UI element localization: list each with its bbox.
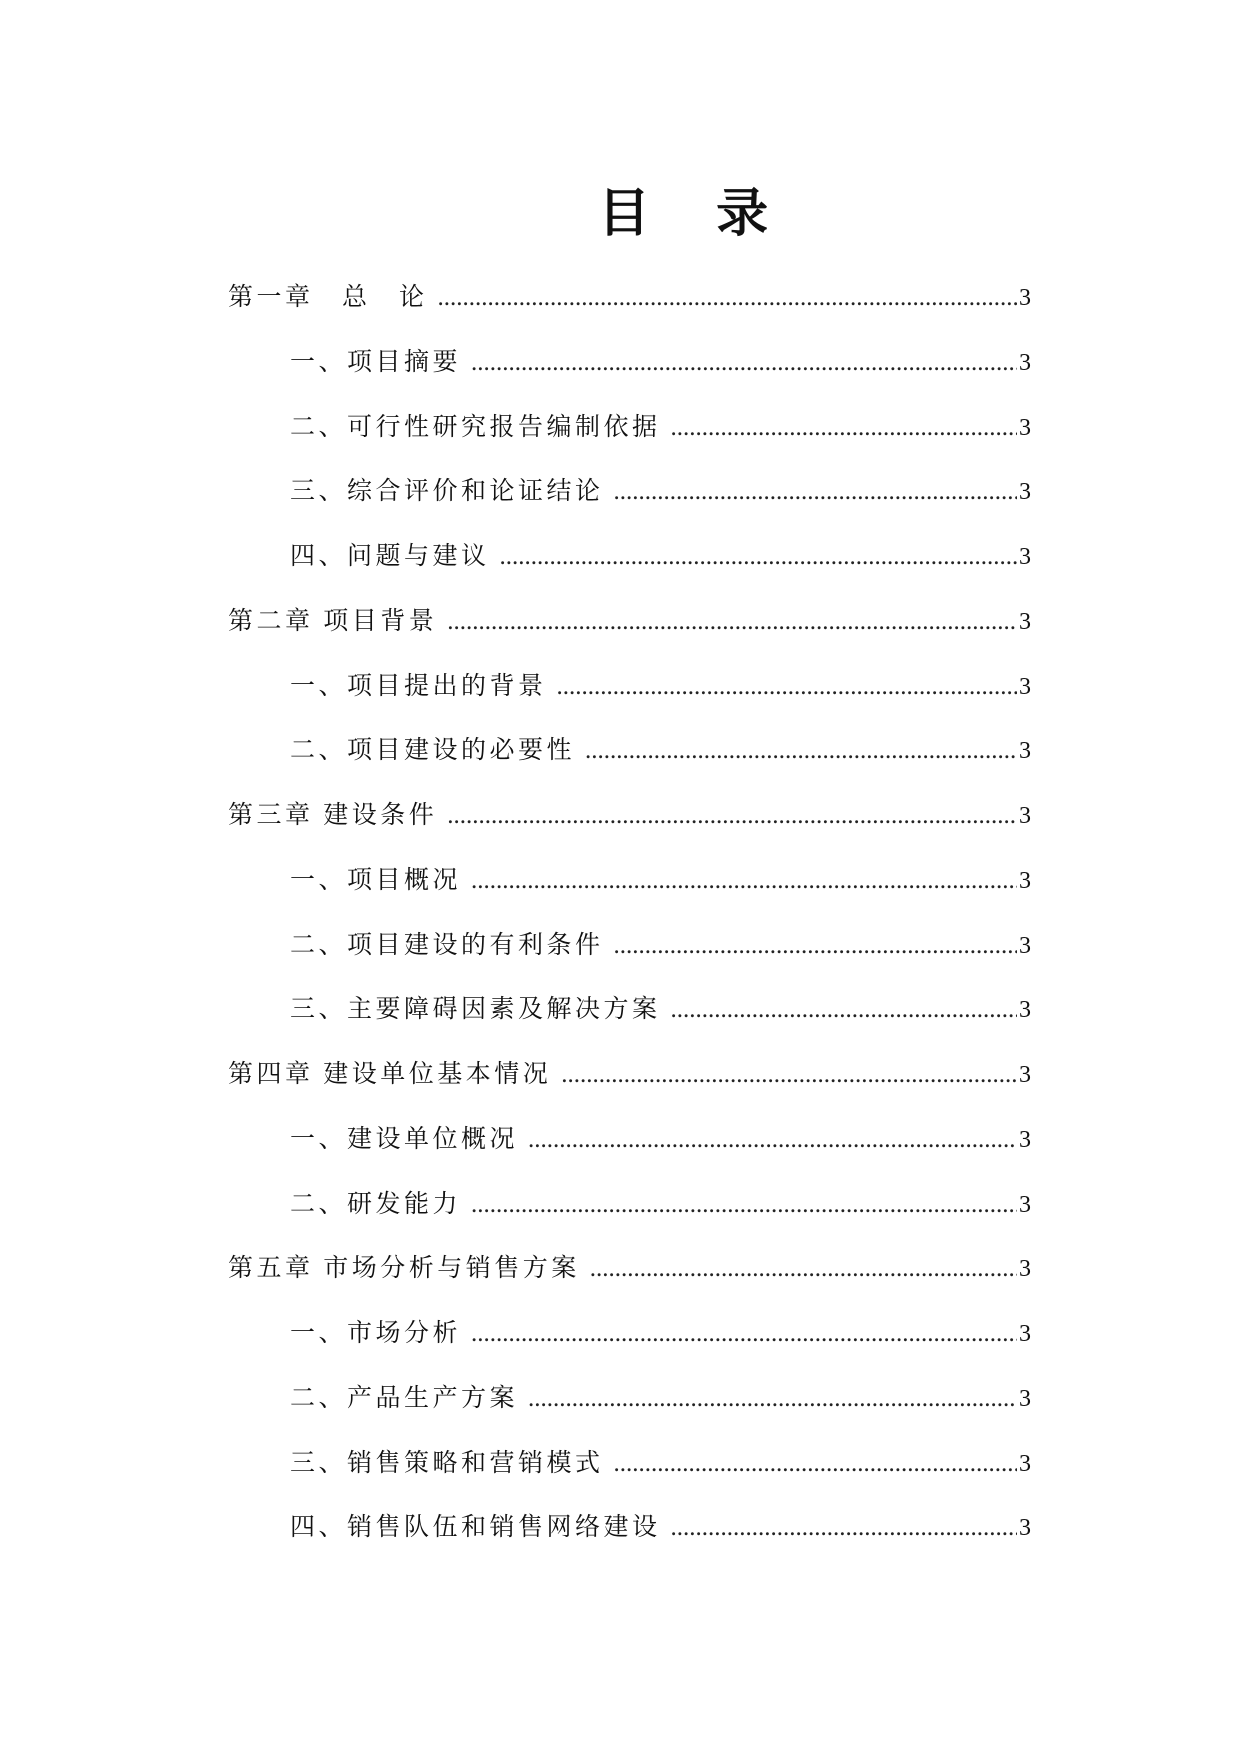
toc-entry-section: [228, 396, 1031, 461]
toc-page-number: 3: [1019, 1321, 1031, 1347]
toc-page-number: 3: [1019, 673, 1031, 700]
toc-entry-section: [228, 1173, 1031, 1238]
toc-dot-leader: [471, 849, 1017, 914]
toc-entry-section: [228, 1367, 1031, 1432]
toc-page-number: 3: [1019, 1191, 1031, 1218]
toc-dot-leader: [671, 1496, 1017, 1561]
toc-entry-label: 三、综合评价和论证结论: [290, 478, 604, 506]
toc-page-number: 3: [1019, 867, 1031, 894]
toc-page-number: 3: [1019, 738, 1031, 765]
toc-dot-leader: [557, 655, 1017, 720]
toc-entry-section: [228, 914, 1031, 979]
table-of-contents: [228, 266, 1031, 1561]
toc-entry-chapter: [228, 1237, 1031, 1302]
toc-entry-label: 一、市场分析: [290, 1320, 462, 1347]
toc-page-number: 3: [1019, 1256, 1031, 1283]
toc-dot-leader: [471, 1173, 1017, 1238]
toc-entry-section: [228, 1432, 1031, 1497]
toc-dot-leader: [500, 525, 1017, 590]
toc-entry-section: [228, 1108, 1031, 1173]
toc-entry-section: [228, 719, 1031, 784]
toc-dot-leader: [528, 1367, 1017, 1432]
toc-entry-label: 二、研发能力: [290, 1190, 462, 1218]
toc-entry-chapter: [228, 590, 1031, 655]
toc-page-number: 3: [1019, 1126, 1031, 1153]
toc-dot-leader: [438, 266, 1017, 331]
toc-page-number: 3: [1019, 608, 1031, 635]
toc-dot-leader: [528, 1108, 1017, 1173]
toc-page-number: 3: [1019, 479, 1031, 506]
toc-entry-label: 一、项目概况: [290, 866, 462, 894]
page-title: 目 录: [598, 183, 769, 244]
toc-page-number: 3: [1019, 803, 1031, 829]
toc-entry-label: 二、产品生产方案: [290, 1384, 519, 1412]
toc-page-number: 3: [1019, 285, 1031, 311]
toc-entry-label: 第一章 总 论: [228, 284, 428, 311]
toc-entry-section: [228, 1302, 1031, 1367]
toc-dot-leader: [590, 1237, 1017, 1302]
toc-dot-leader: [614, 460, 1017, 525]
toc-entry-chapter: [228, 784, 1031, 849]
toc-entry-label: 一、项目摘要: [290, 348, 462, 376]
toc-entry-label: 第四章 建设单位基本情况: [228, 1061, 552, 1088]
toc-entry-section: [228, 1496, 1031, 1561]
toc-page-number: 3: [1019, 932, 1031, 959]
toc-entry-section: [228, 849, 1031, 914]
toc-page-number: 3: [1019, 1385, 1031, 1412]
toc-entry-label: 一、建设单位概况: [290, 1125, 519, 1153]
toc-dot-leader: [671, 978, 1017, 1043]
toc-entry-label: 第五章 市场分析与销售方案: [228, 1255, 580, 1283]
toc-entry-label: 四、销售队伍和销售网络建设: [290, 1514, 661, 1542]
toc-entry-section: [228, 331, 1031, 396]
toc-entry-label: 二、项目建设的有利条件: [290, 931, 604, 959]
toc-page-number: 3: [1019, 1450, 1031, 1477]
toc-page-number: 3: [1019, 997, 1031, 1024]
toc-entry-label: 三、销售策略和营销模式: [290, 1449, 604, 1477]
toc-entry-chapter: [228, 266, 1031, 331]
toc-page-number: 3: [1019, 414, 1031, 441]
toc-dot-leader: [585, 719, 1017, 784]
toc-entry-label: 二、可行性研究报告编制依据: [290, 413, 661, 441]
toc-entry-chapter: [228, 1043, 1031, 1108]
toc-page-number: 3: [1019, 1062, 1031, 1088]
toc-dot-leader: [447, 784, 1017, 849]
toc-entry-label: 第二章 项目背景: [228, 607, 438, 635]
toc-entry-label: 四、问题与建议: [290, 543, 490, 570]
toc-dot-leader: [471, 331, 1017, 396]
toc-entry-section: [228, 460, 1031, 525]
toc-page-number: 3: [1019, 349, 1031, 376]
toc-dot-leader: [471, 1302, 1017, 1367]
toc-entry-label: 一、项目提出的背景: [290, 672, 547, 700]
toc-entry-label: 二、项目建设的必要性: [290, 737, 576, 765]
toc-dot-leader: [614, 914, 1017, 979]
toc-dot-leader: [447, 590, 1017, 655]
toc-entry-section: [228, 525, 1031, 590]
toc-page-number: 3: [1019, 544, 1031, 570]
toc-dot-leader: [614, 1432, 1017, 1497]
toc-dot-leader: [671, 396, 1017, 461]
toc-dot-leader: [561, 1043, 1017, 1108]
toc-page-number: 3: [1019, 1515, 1031, 1542]
toc-entry-section: [228, 978, 1031, 1043]
toc-entry-label: 三、主要障碍因素及解决方案: [290, 996, 661, 1024]
toc-entry-label: 第三章 建设条件: [228, 802, 438, 829]
toc-entry-section: [228, 655, 1031, 720]
